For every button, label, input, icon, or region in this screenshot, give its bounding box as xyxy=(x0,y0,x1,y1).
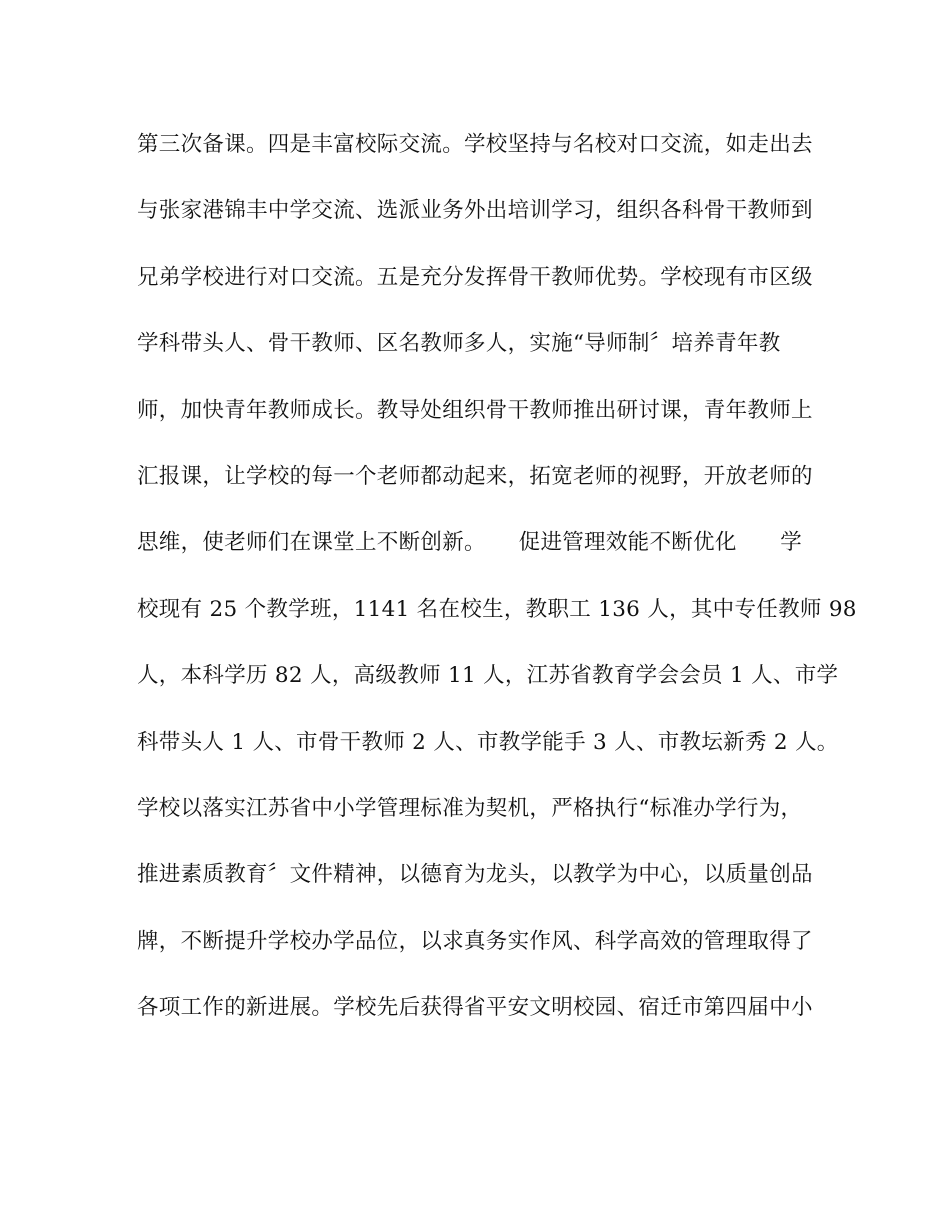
text-line: 牌，不断提升学校办学品位，以求真务实作风、科学高效的管理取得了 xyxy=(137,928,813,954)
text-line: 各项工作的新进展。学校先后获得省平安文明校园、宿迁市第四届中小 xyxy=(137,995,813,1021)
text-line: 兄弟学校进行对口交流。五是充分发挥骨干教师优势。学校现有市区级 xyxy=(137,264,813,290)
text-line: 科带头人 1 人、市骨干教师 2 人、市教学能手 3 人、市教坛新秀 2 人。 xyxy=(137,729,839,755)
text-line: 思维，使老师们在课堂上不断创新。 促进管理效能不断优化 学 xyxy=(137,530,803,556)
body-text xyxy=(137,122,857,1051)
text-line: 与张家港锦丰中学交流、选派业务外出培训学习，组织各科骨干教师到 xyxy=(137,198,813,224)
text-line: 第三次备课。四是丰富校际交流。学校坚持与名校对口交流，如走出去 xyxy=(137,132,813,157)
text-line: 校现有 25 个教学班，1141 名在校生，教职工 136 人，其中专任教师 98 xyxy=(137,596,857,622)
text-line: 汇报课，让学校的每一个老师都动起来，拓宽老师的视野，开放老师的 xyxy=(137,463,813,489)
text-line: 推进素质教育〞文件精神，以德育为龙头，以教学为中心，以质量创品 xyxy=(137,862,813,888)
text-line: 师，加快青年教师成长。教导处组织骨干教师推出研讨课，青年教师上 xyxy=(137,397,813,423)
text-line: 人，本科学历 82 人，高级教师 11 人，江苏省教育学会会员 1 人、市学 xyxy=(137,663,839,689)
text-line: 学校以落实江苏省中小学管理标准为契机，严格执行“标准办学行为， xyxy=(137,795,803,821)
text-line: 学科带头人、骨干教师、区名教师多人，实施“导师制〞培养青年教 xyxy=(137,331,781,357)
